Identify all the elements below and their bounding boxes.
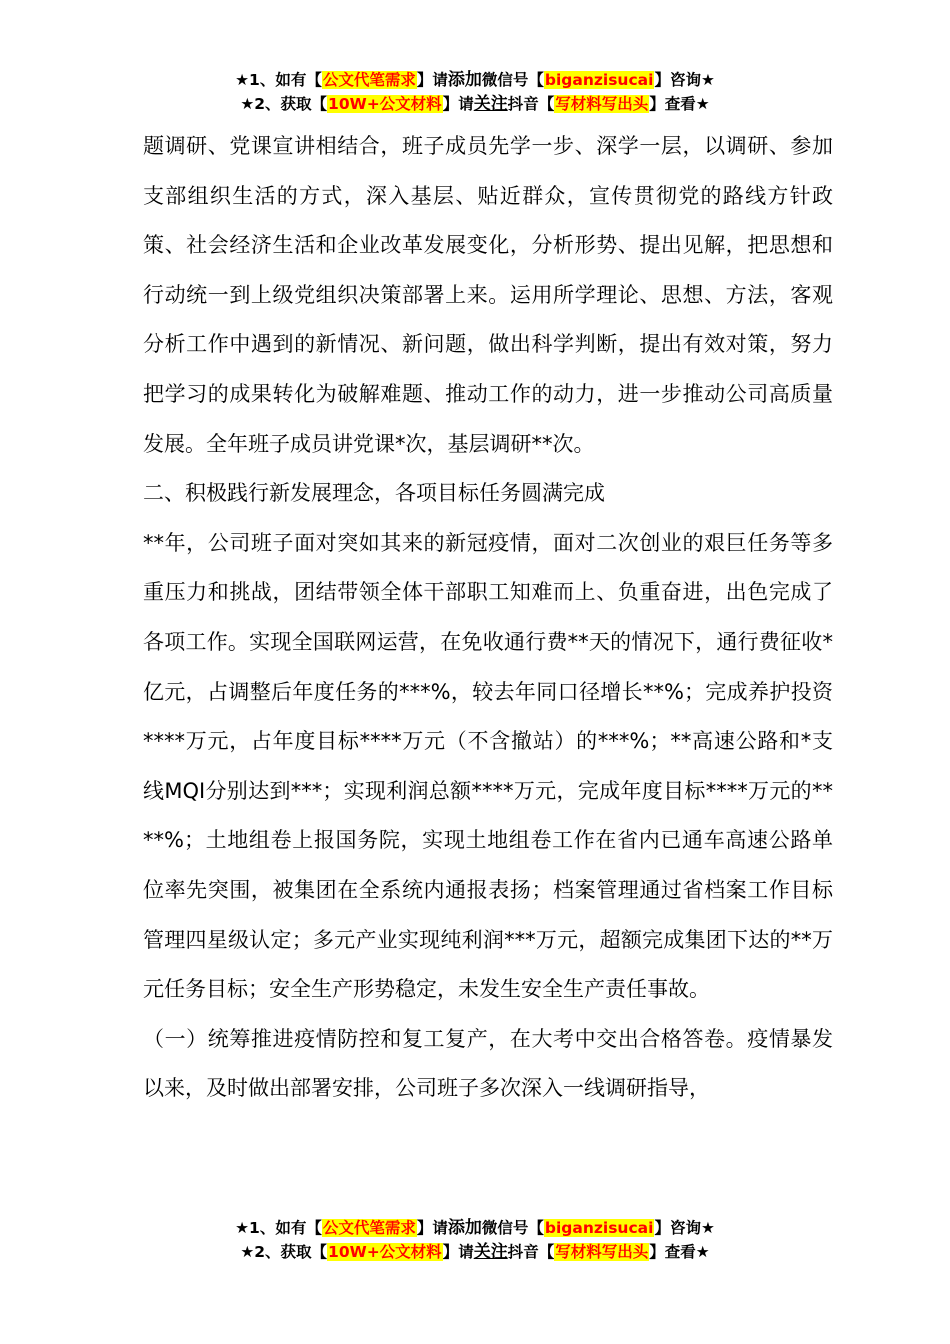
banner-text: 】查看★ xyxy=(649,95,710,113)
banner-text: 抖音【 xyxy=(507,1243,555,1261)
banner-emphasis: 添加 xyxy=(447,1218,482,1238)
bottom-banner xyxy=(0,1216,950,1264)
banner-highlight: 公文代笔需求 xyxy=(322,71,416,89)
section-heading: 二、积极践行新发展理念，各项目标任务圆满完成 xyxy=(143,481,605,506)
banner-text: 微信号【 xyxy=(481,1219,544,1237)
banner-emphasis: 添加 xyxy=(447,70,482,90)
paragraph: **年，公司班子面对突如其来的新冠疫情，面对二次创业的艰巨任务等多重压力和挑战，团结带领全体干部职工知难而上、负重奋进，出色完成了各项工作。实现全国联网运营，在免收通行费**天的情况下，通行费征收*亿元，占调整后年度任务的***%，较去年同口径增长**%；完成养护投资****万元，占年度目标****万元（不含撤站）的***%；**高速公路和*支线MQI分别达到***；实现利润总额****万元，完成年度目标****万元的****%；土地组卷上报国务院，实现土地组卷工作在省内已通车高速公路单位率先突围，被集团在全系统内通报表扬；档案管理通过省档案工作目标管理四星级认定；多元产业实现纯利润***万元，超额完成集团下达的**万元任务目标；安全生产形势稳定，未发生安全生产责任事故。 xyxy=(143,530,833,1002)
banner-text: 】请 xyxy=(416,71,448,89)
document-body xyxy=(143,122,833,1114)
banner-text: ★1、如有【 xyxy=(235,1219,322,1237)
banner-text: 】请 xyxy=(442,1243,474,1261)
banner-wechat-id: biganzisucai xyxy=(544,1219,654,1237)
banner-emphasis: 关注 xyxy=(473,1242,508,1262)
banner-highlight: 10W+公文材料 xyxy=(328,1243,442,1261)
banner-line-2 xyxy=(0,1240,950,1264)
top-banner xyxy=(0,68,950,116)
banner-text: 】请 xyxy=(416,1219,448,1237)
banner-text: 抖音【 xyxy=(507,95,555,113)
banner-line-2 xyxy=(0,92,950,116)
banner-text: ★1、如有【 xyxy=(235,71,322,89)
banner-text: 】咨询★ xyxy=(654,1219,715,1237)
banner-douyin-id: 写材料写出头 xyxy=(555,95,649,113)
banner-text: ★2、获取【 xyxy=(240,1243,328,1261)
banner-line-1 xyxy=(0,68,950,92)
paragraph: （一）统筹推进疫情防控和复工复产，在大考中交出合格答卷。疫情暴发以来，及时做出部署安排，公司班子多次深入一线调研指导， xyxy=(143,1026,833,1101)
banner-highlight: 公文代笔需求 xyxy=(322,1219,416,1237)
banner-line-1 xyxy=(0,1216,950,1240)
banner-text: ★2、获取【 xyxy=(240,95,328,113)
banner-emphasis: 关注 xyxy=(473,94,508,114)
banner-text: 】查看★ xyxy=(649,1243,710,1261)
banner-text: 微信号【 xyxy=(481,71,544,89)
banner-highlight: 10W+公文材料 xyxy=(328,95,442,113)
banner-text: 】咨询★ xyxy=(654,71,715,89)
paragraph: 题调研、党课宣讲相结合，班子成员先学一步、深学一层，以调研、参加支部组织生活的方式，深入基层、贴近群众，宣传贯彻党的路线方针政策、社会经济生活和企业改革发展变化，分析形势、提出见解，把思想和行动统一到上级党组织决策部署上来。运用所学理论、思想、方法，客观分析工作中遇到的新情况、新问题，做出科学判断，提出有效对策，努力把学习的成果转化为破解难题、推动工作的动力，进一步推动公司高质量发展。全年班子成员讲党课*次，基层调研**次。 xyxy=(143,134,833,456)
banner-douyin-id: 写材料写出头 xyxy=(555,1243,649,1261)
banner-text: 】请 xyxy=(442,95,474,113)
banner-wechat-id: biganzisucai xyxy=(544,71,654,89)
